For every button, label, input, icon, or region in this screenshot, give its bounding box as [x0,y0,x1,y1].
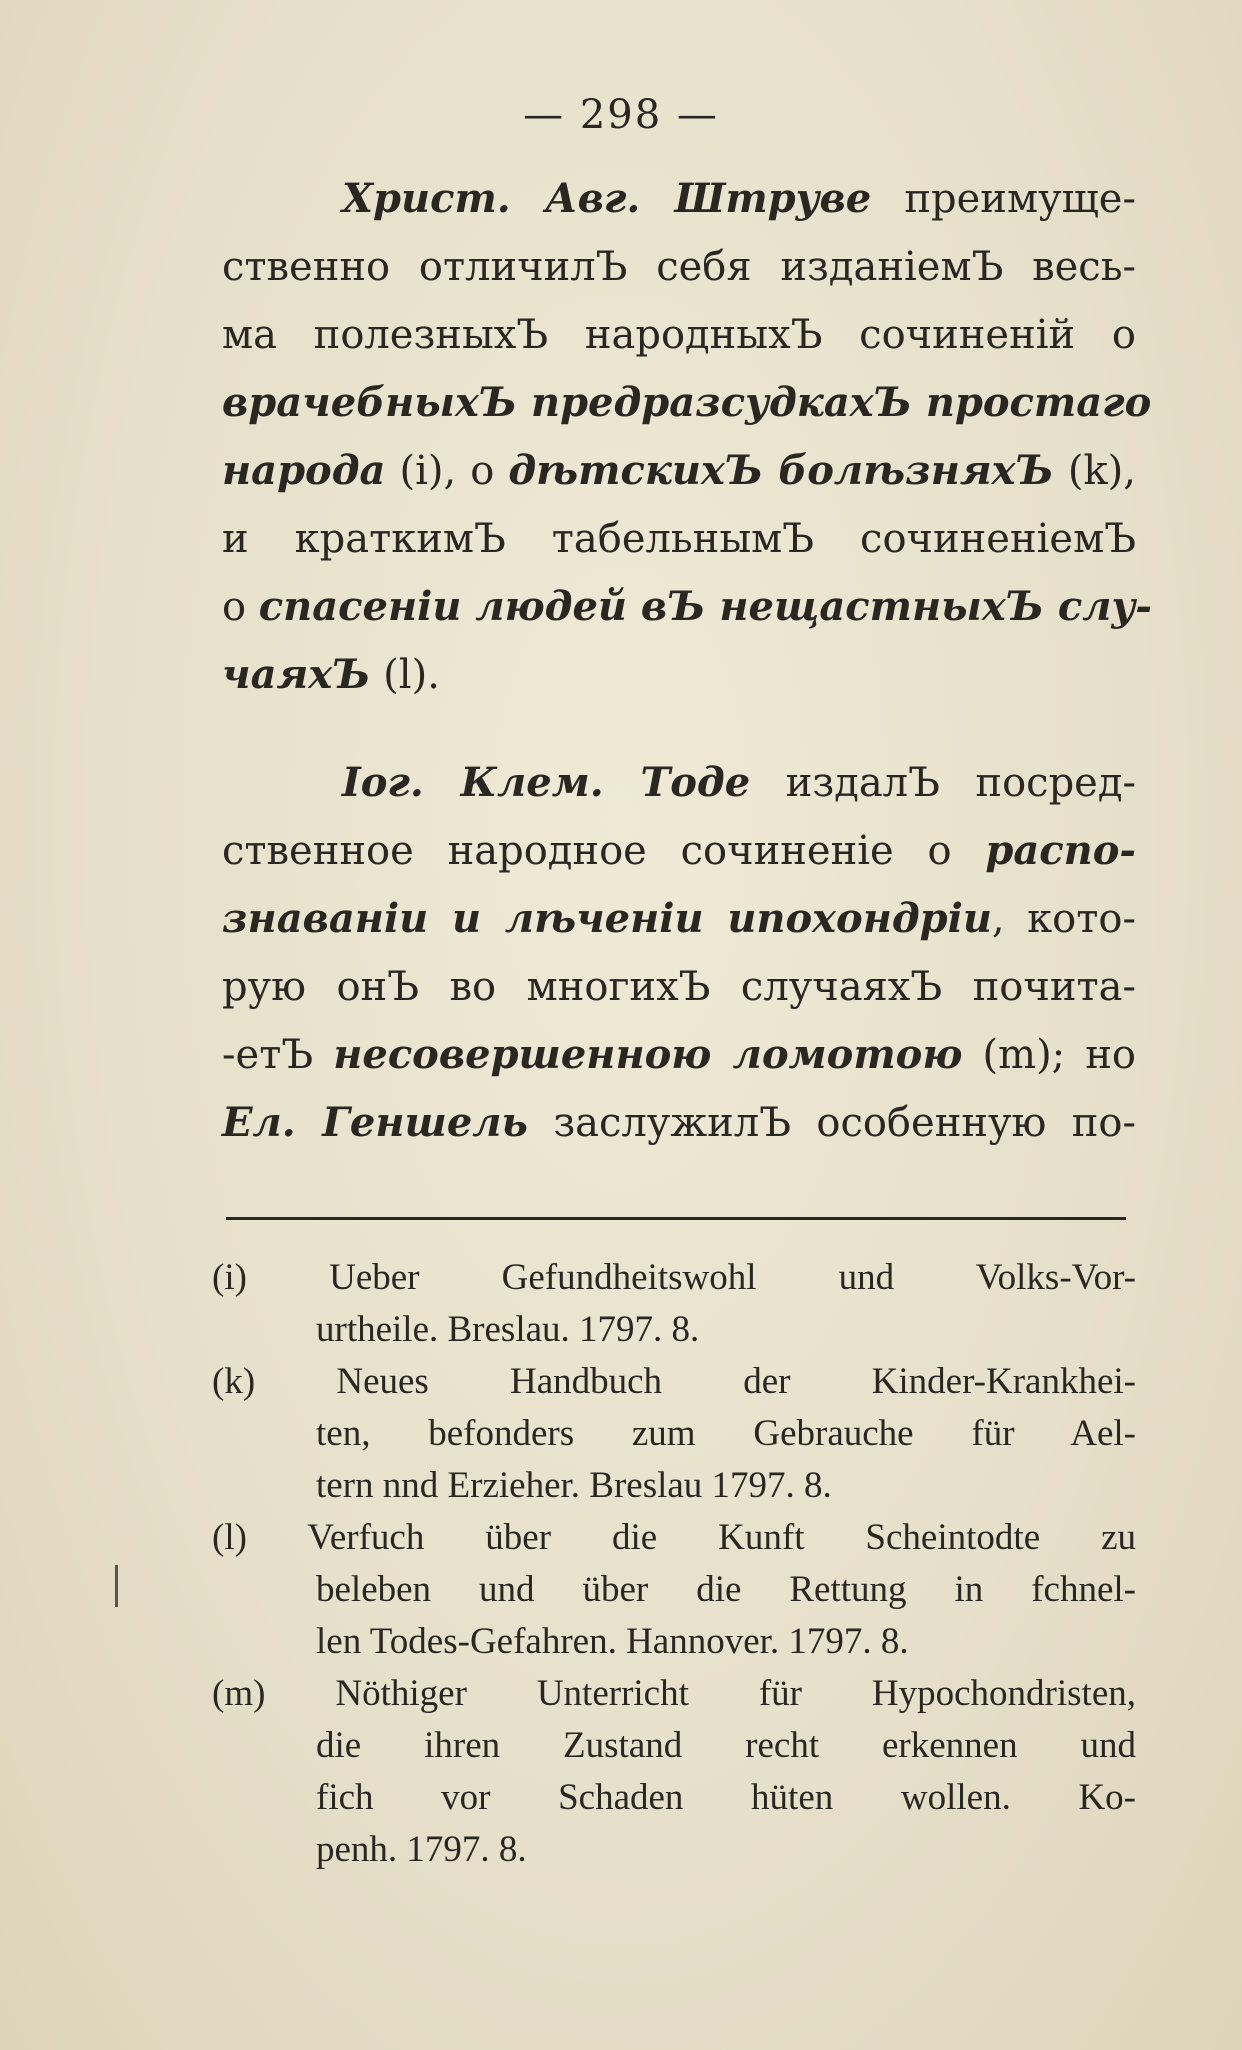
text-line [222,1021,1136,1089]
footnote-line: tern nnd Erzieher. Breslau 1797. 8. [316,1465,832,1506]
footnote-line: fich vor Schaden hüten wollen. Ko- [316,1777,1136,1818]
italic-name: Іог. Клем. Тоде [342,759,751,806]
text-line [222,885,1136,953]
footnote-line: penh. 1797. 8. [316,1829,527,1870]
text-run: преимуще- [871,176,1136,222]
text-run: заслужилЪ особенную по- [527,1100,1137,1146]
italic-title: распо- [985,827,1136,874]
italic-name: Христ. Авг. Штруве [342,175,872,222]
text-line [222,749,1136,817]
text-run: издалЪ посред- [750,760,1136,806]
text-line [222,165,1136,233]
footnote-text: Ueber Gefundheitswohl und Volks-Vor- [329,1257,1136,1298]
text-run: ственное народное сочиненіе о [222,828,986,874]
footnote-k [212,1356,1136,1512]
text-run: -етЪ [222,1032,334,1078]
text-line [222,1089,1136,1157]
text-run: (i), о [385,448,509,494]
text-run: , кото- [991,896,1136,942]
text-line [222,437,1136,505]
text-line: и краткимЪ табельнымЪ сочиненіемЪ [222,516,1136,562]
footnote-m [212,1668,1136,1876]
text-line: рую онЪ во многихЪ случаяхЪ почита- [222,964,1136,1010]
footnote-divider [226,1217,1126,1220]
italic-title: дѣтскихЪ болѣзняхЪ [508,447,1054,494]
text-line: ственно отличилЪ себя изданіемЪ весь- [222,244,1136,290]
footnote-l [212,1512,1136,1668]
paragraph-1 [222,165,1153,709]
footnote-i [212,1252,1136,1356]
footnote-label: (i) [212,1257,247,1298]
footnote-line: len Todes-Gefahren. Hannover. 1797. 8. [316,1621,909,1662]
footnote-line: die ihren Zustand recht erkennen und [316,1725,1136,1766]
text-run: о [222,584,259,630]
footnote-text: Nöthiger Unterricht für Hypochondristen, [335,1673,1136,1714]
text-line [222,573,1153,641]
paragraph-2 [222,749,1136,1157]
italic-title: врачебныхЪ предразсудкахЪ простаго [222,379,1152,426]
footnote-line: ten, befonders zum Gebrauche für Ael- [316,1413,1136,1454]
footnote-line [212,1252,1136,1304]
footnote-text: Neues Handbuch der Kinder-Krankhei- [336,1361,1136,1402]
text-line [222,369,1152,437]
footnote-label: (k) [212,1361,256,1402]
footnote-line: beleben und über die Rettung in fchnel- [316,1569,1136,1610]
page-number: — 298 — [523,92,719,138]
footnote-label: (m) [212,1673,266,1714]
text-run: (m); но [962,1032,1136,1078]
footnote-line [212,1356,1136,1408]
italic-title: народа [222,447,386,494]
text-line [222,641,1136,709]
italic-title: чаяхЪ [222,651,371,698]
footnote-line [212,1668,1136,1720]
footnote-line: urtheile. Breslau. 1797. 8. [316,1309,700,1350]
footnote-line [212,1512,1136,1564]
footnote-label: (l) [212,1517,247,1558]
main-text [222,165,1153,1157]
margin-mark [115,1565,118,1607]
italic-title: несовершенною ломотою [333,1031,963,1078]
text-line [222,817,1136,885]
footnote-text: Verfuch über die Kunft Scheintodte zu [307,1517,1136,1558]
italic-title: знаваніи и лѣченіи ипохондріи [222,895,992,942]
footnotes [212,1252,1136,1876]
text-run: (l). [370,652,440,698]
text-line: ма полезныхЪ народныхЪ сочиненій о [222,312,1136,358]
italic-title: спасеніи людей вЪ нещастныхЪ слу- [258,583,1153,630]
text-run: (k), [1053,448,1136,494]
italic-name: Ел. Геншель [222,1099,528,1146]
